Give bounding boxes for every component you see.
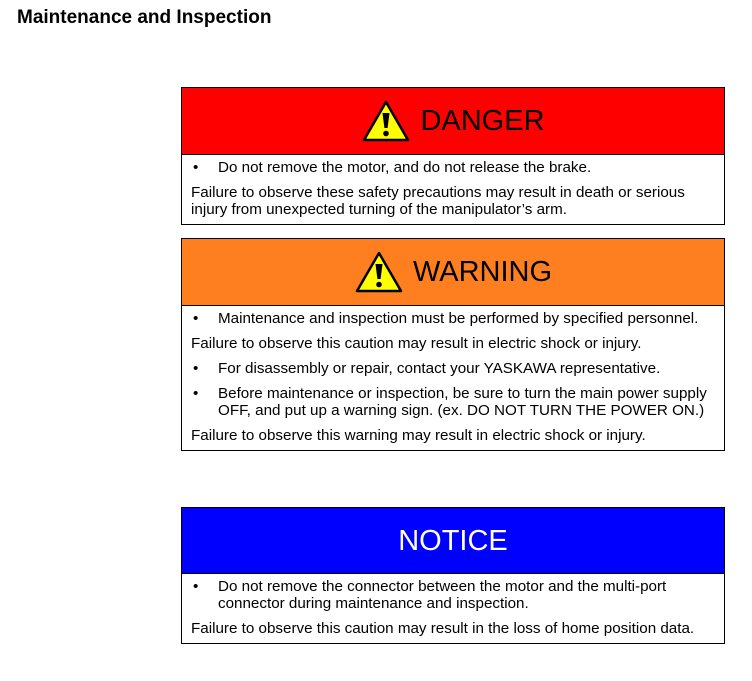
warning-consequence: Failure to observe this caution may result in electric shock or injury. <box>191 335 642 352</box>
danger-box <box>181 87 725 225</box>
notice-bullet-text: Do not remove the connector between the motor and the multi-port connector during maintenance and inspection. <box>218 578 667 612</box>
notice-consequence: Failure to observe this caution may result in the loss of home position data. <box>191 620 695 637</box>
list-item <box>191 578 715 612</box>
notice-box <box>181 507 725 644</box>
warning-box <box>181 238 725 451</box>
danger-consequence: Failure to observe these safety precautions may result in death or serious injury from unexpected turning of the manipulator’s arm. <box>191 184 685 218</box>
danger-body <box>182 155 724 224</box>
warning-header <box>182 239 724 306</box>
danger-label: DANGER <box>420 105 545 137</box>
list-item <box>191 310 715 327</box>
page-title: Maintenance and Inspection <box>17 7 272 28</box>
list-item <box>191 360 715 377</box>
warning-triangle-icon <box>361 99 411 143</box>
bullet-symbol: • <box>193 310 199 327</box>
bullet-symbol: • <box>193 159 199 176</box>
warning-body <box>182 306 724 450</box>
danger-header <box>182 88 724 155</box>
notice-body <box>182 574 724 643</box>
warning-label: WARNING <box>412 256 553 288</box>
warning-bullet-text: Before maintenance or inspection, be sure to turn the main power supply OFF, and put up a warning sign. (ex. DO NOT TURN THE POWER ON.) <box>218 385 707 419</box>
list-item <box>191 385 715 419</box>
warning-bullet-text: For disassembly or repair, contact your YASKAWA representative. <box>218 360 661 377</box>
bullet-symbol: • <box>193 578 199 595</box>
danger-bullet-text: Do not remove the motor, and do not release the brake. <box>218 159 592 176</box>
notice-header <box>182 508 724 574</box>
bullet-symbol: • <box>193 385 199 402</box>
bullet-symbol: • <box>193 360 199 377</box>
notice-label: NOTICE <box>398 524 508 557</box>
warning-triangle-icon <box>354 250 404 294</box>
warning-bullet-text: Maintenance and inspection must be performed by specified personnel. <box>218 310 699 327</box>
list-item <box>191 159 715 176</box>
warning-consequence: Failure to observe this warning may result in electric shock or injury. <box>191 427 646 444</box>
